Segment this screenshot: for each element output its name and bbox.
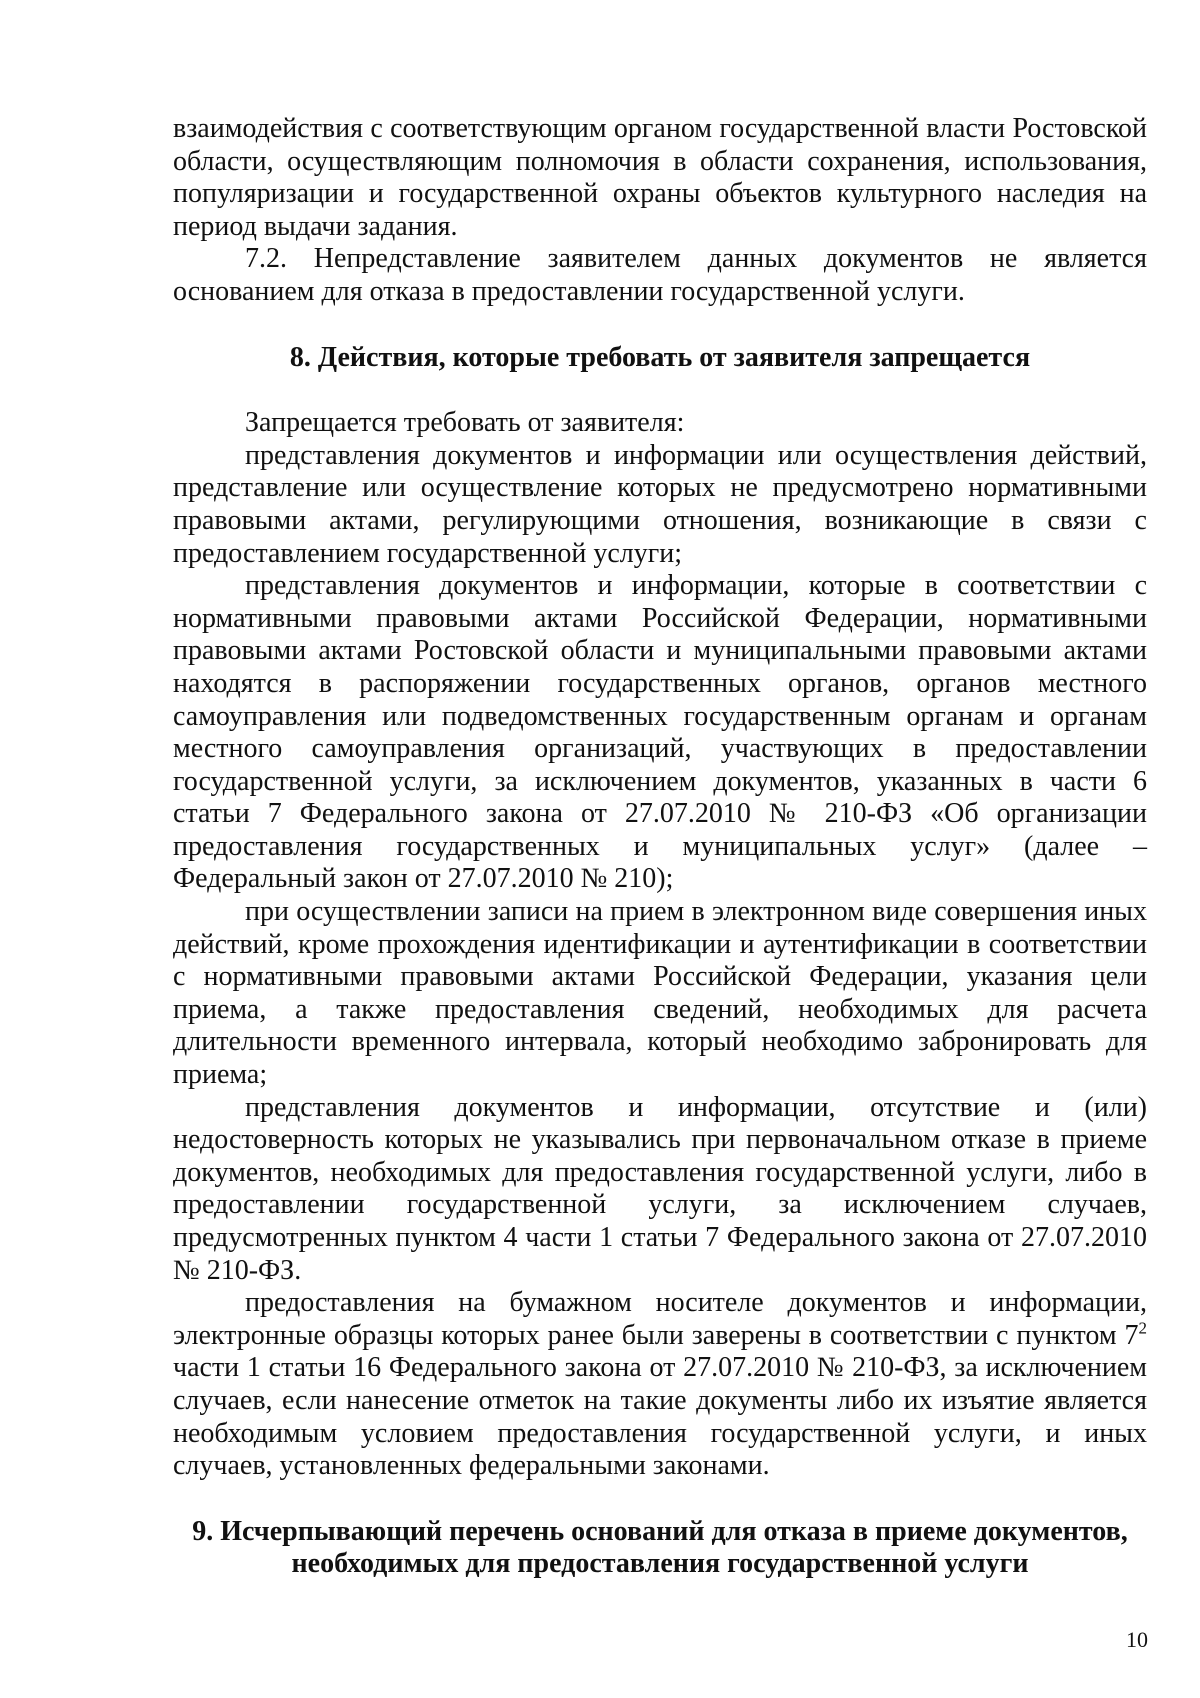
section-9-heading-line2: необходимых для предоставления государственной услуги (291, 1548, 1029, 1580)
section-8-item: представления документов и информации, которые в соответствии с нормативными правовыми актами Российской Федерации, нормативными правовыми актами Ростовской области и муниципальными правовыми актами находятся в распоряжении государственных органов, органов местного самоуправления или подведомственных государственным органам и органам местного самоуправления организаций, участвующих в предоставлении государственной услуги, за исключением документов, указанных в части 6 статьи 7 Федерального закона от 27.07.2010 № 210-ФЗ «Об организации предоставления государственных и муниципальных услуг» (далее – Федеральный закон от 27.07.2010 № 210); (173, 570, 1147, 895)
last-item-text-before: предоставления на бумажном носителе документов и информации, электронные образцы которых ранее были заверены в соответствии с пунктом 7 (173, 1287, 1147, 1351)
section-8-item-last (173, 1287, 1147, 1483)
page-number: 10 (1126, 1627, 1148, 1652)
paragraph-continuation: взаимодействия с соответствующим органом государственной власти Ростовской области, осуществляющим полномочия в области сохранения, использования, популяризации и государственной охраны объектов культурного наследия на период выдачи задания. (173, 113, 1147, 242)
document-body (173, 113, 1147, 1581)
last-item-text-after: части 1 статьи 16 Федерального закона от 27.07.2010 № 210-ФЗ, за исключением случаев, если нанесение отметок на такие документы либо их изъятие является необходимым условием предоставления государственной услуги, и иных случаев, установленных федеральными законами. (173, 1352, 1147, 1482)
section-8-item: при осуществлении записи на прием в электронном виде совершения иных действий, кроме прохождения идентификации и аутентификации в соответствии с нормативными правовыми актами Российской Федерации, указания цели приема, а также предоставления сведений, необходимых для расчета длительности временного интервала, который необходимо забронировать для приема; (173, 896, 1147, 1091)
section-8-intro: Запрещается требовать от заявителя: (245, 407, 685, 439)
superscript: 2 (1138, 1318, 1147, 1338)
section-9-heading-line1: 9. Исчерпывающий перечень оснований для отказа в приеме документов, (192, 1515, 1128, 1547)
paragraph-7-2: 7.2. Непредставление заявителем данных документов не является основанием для отказа в предоставлении государственной услуги. (173, 243, 1147, 307)
section-8-heading: 8. Действия, которые требовать от заявителя запрещается (289, 341, 1031, 373)
section-9-heading (173, 1516, 1147, 1581)
section-8-item: представления документов и информации, отсутствие и (или) недостоверность которых не указывались при первоначальном отказе в приеме документов, необходимых для предоставления государственной услуги, либо в предоставлении государственной услуги, за исключением случаев, предусмотренных пунктом 4 части 1 статьи 7 Федерального закона от 27.07.2010 № 210-ФЗ. (173, 1091, 1147, 1286)
section-8-item: представления документов и информации или осуществления действий, представление или осуществление которых не предусмотрено нормативными правовыми актами, регулирующими отношения, возникающие в связи с предоставлением государственной услуги; (173, 439, 1147, 569)
